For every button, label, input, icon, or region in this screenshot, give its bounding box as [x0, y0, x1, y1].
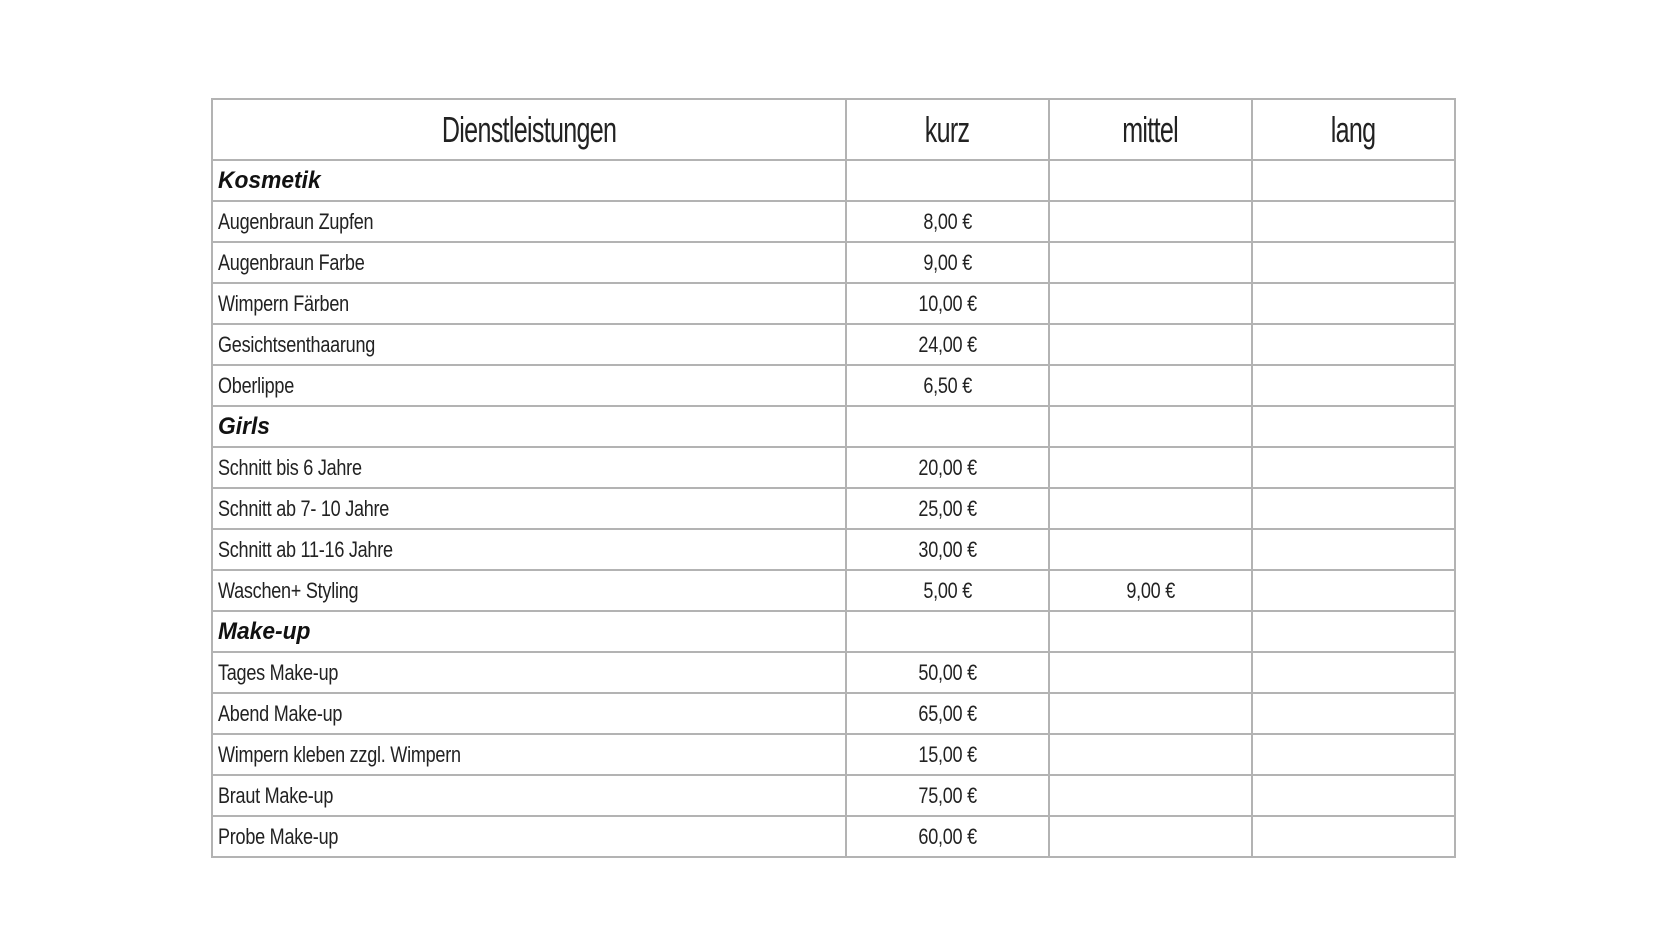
- price-cell-medium: [1049, 447, 1252, 488]
- table-row: [212, 529, 1455, 570]
- price-cell-short: [846, 775, 1049, 816]
- service-name-cell: [212, 447, 846, 488]
- price-cell-long: [1252, 775, 1455, 816]
- price-cell-long: [1252, 406, 1455, 447]
- price-cell-long: [1252, 652, 1455, 693]
- price-cell-short: [846, 324, 1049, 365]
- category-label: Girls: [218, 412, 270, 440]
- price-cell-short: [846, 447, 1049, 488]
- service-name: Wimpern Färben: [218, 290, 349, 316]
- service-name: Abend Make-up: [218, 700, 343, 726]
- category-label-cell: [212, 406, 846, 447]
- price-cell-long: [1252, 160, 1455, 201]
- service-name-cell: [212, 529, 846, 570]
- table-header-row: [212, 99, 1455, 160]
- price-value: 75,00 €: [918, 782, 977, 808]
- price-cell-short: [846, 652, 1049, 693]
- price-cell-medium: [1049, 734, 1252, 775]
- service-name: Schnitt ab 7- 10 Jahre: [218, 495, 390, 521]
- table-row: [212, 365, 1455, 406]
- header-medium: mittel: [1067, 99, 1233, 160]
- table-row: [212, 693, 1455, 734]
- service-name: Braut Make-up: [218, 782, 334, 808]
- price-cell-medium: [1049, 488, 1252, 529]
- header-short: kurz: [864, 99, 1030, 160]
- category-label: Make-up: [218, 617, 311, 645]
- price-cell-medium: [1049, 693, 1252, 734]
- table-row: [212, 488, 1455, 529]
- price-cell-long: [1252, 734, 1455, 775]
- service-name-cell: [212, 283, 846, 324]
- service-name-cell: [212, 652, 846, 693]
- service-name-cell: [212, 324, 846, 365]
- price-value: 60,00 €: [918, 823, 977, 849]
- price-cell-medium: [1049, 816, 1252, 857]
- price-cell-long: [1252, 324, 1455, 365]
- price-cell-medium: [1049, 201, 1252, 242]
- price-cell-short: [846, 529, 1049, 570]
- service-name-cell: [212, 570, 846, 611]
- price-value: 25,00 €: [918, 495, 977, 521]
- price-value: 65,00 €: [918, 700, 977, 726]
- price-cell-medium: [1049, 652, 1252, 693]
- table-row: [212, 734, 1455, 775]
- price-cell-short: [846, 406, 1049, 447]
- category-label-cell: [212, 611, 846, 652]
- price-value: 30,00 €: [918, 536, 977, 562]
- service-name-cell: [212, 693, 846, 734]
- price-cell-short: [846, 693, 1049, 734]
- price-cell-medium: [1049, 365, 1252, 406]
- service-name-cell: [212, 488, 846, 529]
- price-cell-short: [846, 611, 1049, 652]
- price-table: [211, 98, 1456, 858]
- price-cell-medium: [1049, 324, 1252, 365]
- service-name: Schnitt bis 6 Jahre: [218, 454, 362, 480]
- price-cell-short: [846, 365, 1049, 406]
- price-cell-medium: [1049, 775, 1252, 816]
- table-row: [212, 242, 1455, 283]
- service-name-cell: [212, 365, 846, 406]
- price-cell-medium: [1049, 611, 1252, 652]
- price-cell-short: [846, 488, 1049, 529]
- price-cell-medium: [1049, 406, 1252, 447]
- price-value: 8,00 €: [923, 208, 972, 234]
- price-cell-long: [1252, 570, 1455, 611]
- price-value: 24,00 €: [918, 331, 977, 357]
- table-row: [212, 816, 1455, 857]
- price-cell-short: [846, 242, 1049, 283]
- header-long: lang: [1270, 99, 1436, 160]
- price-value: 9,00 €: [1126, 577, 1175, 603]
- service-name: Schnitt ab 11-16 Jahre: [218, 536, 393, 562]
- service-name-cell: [212, 734, 846, 775]
- price-cell-long: [1252, 529, 1455, 570]
- price-value: 9,00 €: [923, 249, 972, 275]
- service-name: Waschen+ Styling: [218, 577, 359, 603]
- service-name-cell: [212, 775, 846, 816]
- price-cell-medium: [1049, 283, 1252, 324]
- service-name: Probe Make-up: [218, 823, 339, 849]
- price-value: 15,00 €: [918, 741, 977, 767]
- service-name: Augenbraun Zupfen: [218, 208, 374, 234]
- table-row: [212, 201, 1455, 242]
- price-value: 10,00 €: [918, 290, 977, 316]
- service-name: Gesichtsenthaarung: [218, 331, 376, 357]
- price-cell-short: [846, 570, 1049, 611]
- price-cell-medium: [1049, 242, 1252, 283]
- price-cell-medium: [1049, 529, 1252, 570]
- category-label: Kosmetik: [218, 166, 321, 194]
- price-value: 5,00 €: [923, 577, 972, 603]
- service-name-cell: [212, 201, 846, 242]
- price-cell-short: [846, 160, 1049, 201]
- price-cell-long: [1252, 693, 1455, 734]
- price-cell-long: [1252, 611, 1455, 652]
- price-value: 6,50 €: [923, 372, 972, 398]
- service-name: Oberlippe: [218, 372, 295, 398]
- table-row: [212, 283, 1455, 324]
- category-label-cell: [212, 160, 846, 201]
- table-row: [212, 652, 1455, 693]
- table-row: [212, 447, 1455, 488]
- service-name-cell: [212, 816, 846, 857]
- price-value: 50,00 €: [918, 659, 977, 685]
- category-row: [212, 406, 1455, 447]
- category-row: [212, 611, 1455, 652]
- price-cell-long: [1252, 242, 1455, 283]
- price-cell-short: [846, 816, 1049, 857]
- service-name-cell: [212, 242, 846, 283]
- price-cell-short: [846, 201, 1049, 242]
- price-cell-long: [1252, 283, 1455, 324]
- table-body: [212, 160, 1455, 857]
- table-row: [212, 324, 1455, 365]
- header-service: Dienstleistungen: [269, 99, 789, 160]
- price-cell-long: [1252, 816, 1455, 857]
- service-name: Tages Make-up: [218, 659, 339, 685]
- price-cell-long: [1252, 488, 1455, 529]
- service-name: Wimpern kleben zzgl. Wimpern: [218, 741, 461, 767]
- service-name: Augenbraun Farbe: [218, 249, 365, 275]
- price-cell-medium: [1049, 570, 1252, 611]
- table-row: [212, 775, 1455, 816]
- price-cell-short: [846, 734, 1049, 775]
- category-row: [212, 160, 1455, 201]
- price-cell-long: [1252, 201, 1455, 242]
- table-row: [212, 570, 1455, 611]
- price-cell-short: [846, 283, 1049, 324]
- price-value: 20,00 €: [918, 454, 977, 480]
- price-cell-long: [1252, 447, 1455, 488]
- price-cell-long: [1252, 365, 1455, 406]
- price-cell-medium: [1049, 160, 1252, 201]
